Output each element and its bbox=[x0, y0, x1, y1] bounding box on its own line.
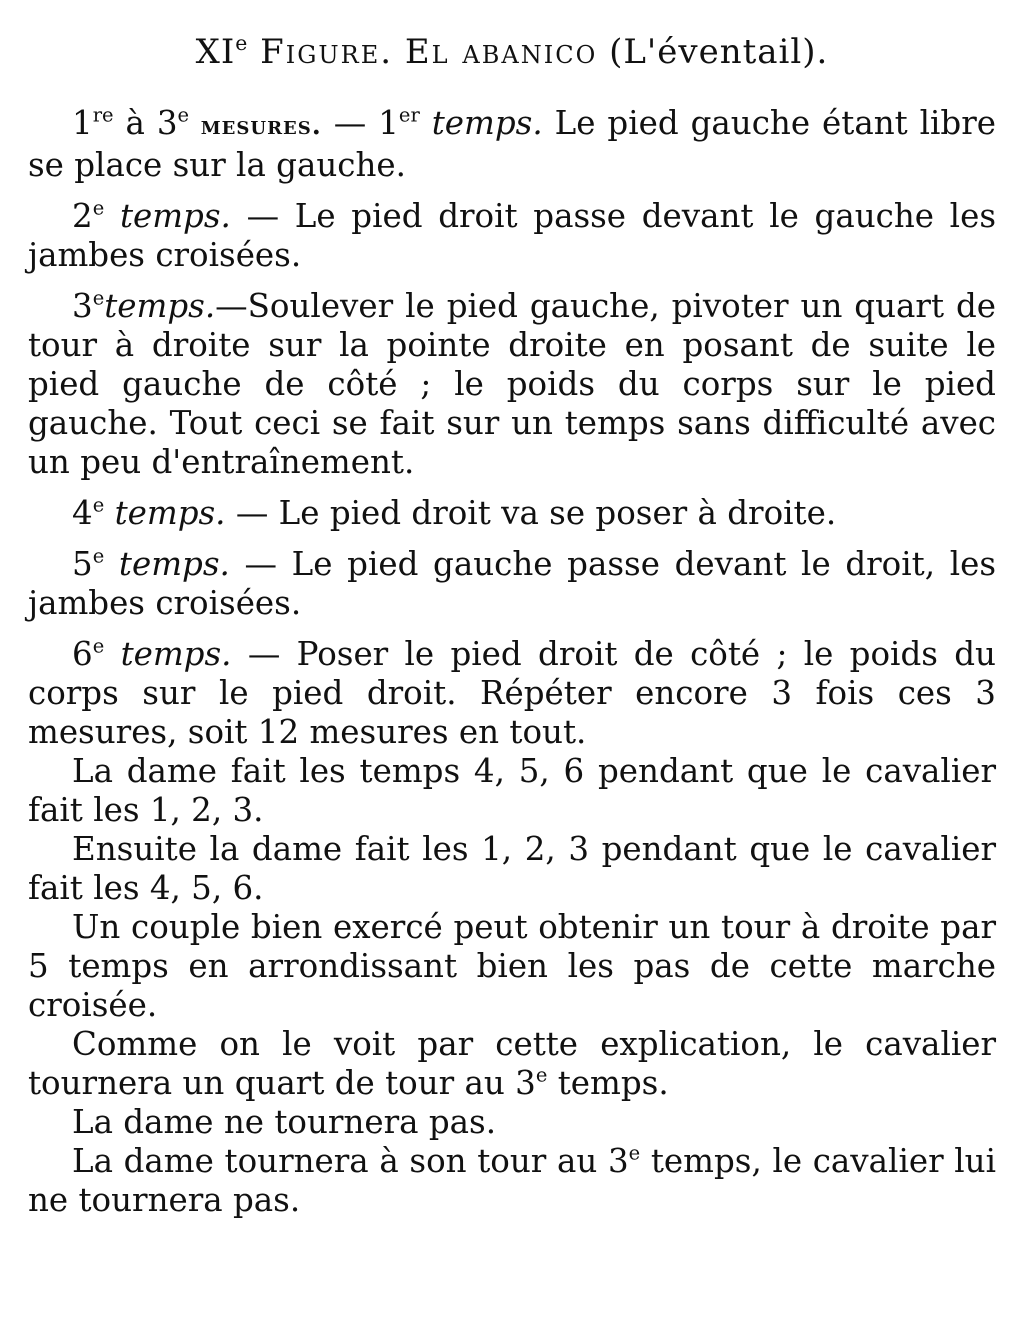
measure-joiner-sup: e bbox=[177, 103, 190, 127]
beat-number-sup: e bbox=[92, 286, 105, 310]
note-text: Comme on le voit par cette explication, le cavalier tournera un quart de tour au 3 bbox=[28, 1025, 996, 1102]
paragraph-measures bbox=[28, 104, 996, 185]
beat-text: — Le pied gauche passe devant le droit, les jambes croisées. bbox=[28, 545, 996, 622]
measure-joiner: à 3 bbox=[113, 104, 178, 142]
measure-start-sup: re bbox=[92, 103, 114, 127]
figure-number-sup: e bbox=[235, 30, 249, 55]
first-beat-sup: er bbox=[398, 103, 420, 127]
note-sup: e bbox=[628, 1141, 641, 1165]
first-beat-label: temps. bbox=[431, 104, 543, 142]
beat-number-sup: e bbox=[92, 196, 105, 220]
figure-heading bbox=[28, 26, 996, 78]
beat-number: 6 bbox=[72, 635, 93, 673]
figure-number: XI bbox=[195, 32, 236, 72]
measure-start: 1 bbox=[72, 104, 93, 142]
beat-number: 2 bbox=[72, 197, 93, 235]
measures-label: mesures. bbox=[189, 111, 322, 141]
paragraph-note-cavalier bbox=[28, 1025, 996, 1103]
beat-text: —Soulever le pied gauche, pivoter un quart de tour à droite sur la pointe droite en posant de suite le pied gauche de côté ; le poids du corps sur le pied gauche. Tout ceci se fait sur un temps sans difficulté avec un peu d'entraînement. bbox=[28, 287, 996, 481]
note-text-end: temps, le cavalier lui ne tournera pas. bbox=[28, 1142, 996, 1219]
figure-translation: (L'éventail). bbox=[609, 32, 829, 72]
beat-number-sup: e bbox=[92, 634, 105, 658]
beat-number: 4 bbox=[72, 494, 93, 532]
beat-text: — Le pied droit passe devant le gauche les jambes croisées. bbox=[28, 197, 996, 274]
note-text: La dame tournera à son tour au 3 bbox=[72, 1142, 629, 1180]
beat-text: — Le pied droit va se poser à droite. bbox=[225, 494, 837, 532]
note-sup: e bbox=[535, 1063, 548, 1087]
paragraph-beat-2 bbox=[28, 197, 996, 275]
paragraph-beat-5 bbox=[28, 545, 996, 623]
beat-number: 3 bbox=[72, 287, 93, 325]
beat-label: temps. bbox=[119, 197, 231, 235]
paragraph-note-lady-no-turn: La dame ne tournera pas. bbox=[72, 1103, 497, 1141]
figure-name: El abanico bbox=[404, 32, 598, 72]
first-beat-number: — 1 bbox=[321, 104, 399, 142]
beat-label: temps. bbox=[118, 545, 230, 583]
paragraph-beat-6 bbox=[28, 635, 996, 752]
paragraph-beat-4 bbox=[28, 494, 996, 533]
first-beat-text: Le pied gauche étant libre se place sur la gauche. bbox=[28, 104, 996, 184]
paragraph-note-couple: Un couple bien exercé peut obtenir un tour à droite par 5 temps en arrondissant bien les pas de cette marche croisée. bbox=[28, 908, 996, 1024]
beat-label: temps. bbox=[104, 287, 216, 325]
beat-text: — Poser le pied droit de côté ; le poids du corps sur le pied droit. Répéter encore 3 fois ces 3 mesures, soit 12 mesures en tout. bbox=[28, 635, 996, 751]
page-content bbox=[28, 26, 996, 1220]
beat-label: temps. bbox=[120, 635, 232, 673]
paragraph-note-lady-456: La dame fait les temps 4, 5, 6 pendant que le cavalier fait les 1, 2, 3. bbox=[28, 752, 996, 829]
paragraph-note-lady-turn bbox=[28, 1142, 996, 1220]
paragraph-beat-3 bbox=[28, 287, 996, 482]
note-text-end: temps. bbox=[547, 1064, 669, 1102]
figure-label: Figure. bbox=[260, 32, 394, 72]
beat-number-sup: e bbox=[92, 544, 105, 568]
beat-label: temps. bbox=[114, 494, 226, 532]
beat-number: 5 bbox=[72, 545, 93, 583]
beat-number-sup: e bbox=[92, 493, 105, 517]
paragraph-note-lady-123: Ensuite la dame fait les 1, 2, 3 pendant que le cavalier fait les 4, 5, 6. bbox=[28, 830, 996, 907]
